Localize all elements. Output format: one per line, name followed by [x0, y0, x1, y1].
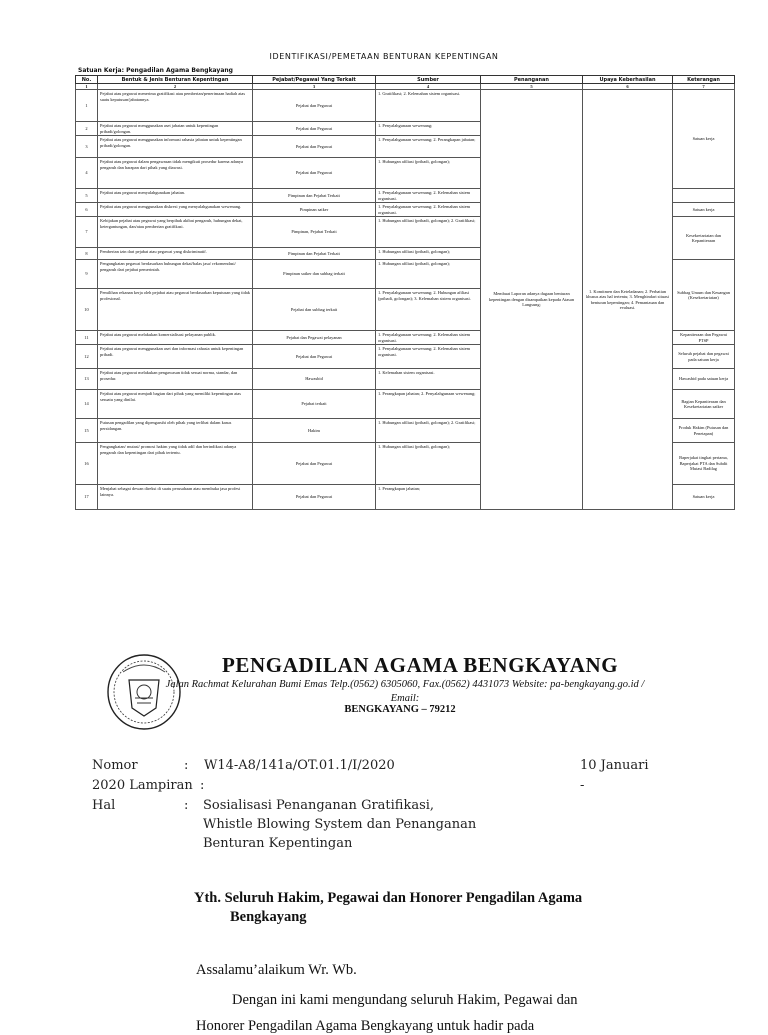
address-text: Jalan Rachmat Kelurahan Bumi Emas Telp.(0562) 6305060, Fax.(0562) 4431073 Website: pa-bengkayang.go.id /: [165, 679, 645, 690]
row-no: 17: [76, 485, 98, 510]
row-no: 7: [76, 217, 98, 248]
row-no: 16: [76, 443, 98, 485]
header-keterangan: Keterangan: [673, 76, 735, 84]
letterhead: [100, 648, 700, 744]
row-no: 9: [76, 260, 98, 289]
row-bentuk: Pengangkatan pegawai berdasarkan hubungan dekat/balas jasa/ rekomendasi/ pengaruh dari pejabat pemerintah.: [98, 260, 253, 289]
row-bentuk: Menjabat sebagai dewan direksi di suatu perusahaan atau membuka jasa profesi lainnya.: [98, 485, 253, 510]
keterangan-cell: Kepaniteraan dan Pegawai PTSP: [673, 331, 735, 345]
row-bentuk: Pejabat atau pegawai melakukan komersialisasi pelayanan publik.: [98, 331, 253, 345]
nomor-colon: :: [184, 758, 189, 773]
hal-colon: :: [184, 798, 189, 813]
row-sumber: 1. Hubungan afiliasi (pribadi, golongan);: [376, 443, 481, 485]
row-pejabat: Pejabat dan Pegawai pelayanan: [253, 331, 376, 345]
row-sumber: 1. Hubungan afiliasi (pribadi, golongan);: [376, 260, 481, 289]
row-no: 11: [76, 331, 98, 345]
row-bentuk: Pejabat atau pegawai melakukan pengawasan tidak sesuai norma, standar, dan prosedur.: [98, 369, 253, 390]
row-bentuk: Pejabat atau pegawai menggunakan aset dan informasi rahasia untuk kepentingan pribadi.: [98, 345, 253, 369]
header-bentuk: Bentuk & Jenis Benturan Kepentingan: [98, 76, 253, 84]
row-no: 5: [76, 189, 98, 203]
keterangan-cell: Satuan kerja: [673, 203, 735, 217]
row-sumber: 1. Penyalahgunaan wewenang;: [376, 122, 481, 136]
row-pejabat: Pejabat dan Pegawai: [253, 136, 376, 158]
body-line-1: Dengan ini kami mengundang seluruh Hakim, Pegawai dan: [232, 992, 578, 1008]
row-bentuk: Pejabat atau pegawai menyalahgunakan jabatan.: [98, 189, 253, 203]
header-sumber: Sumber: [376, 76, 481, 84]
hal-line-3: Benturan Kepentingan: [203, 836, 353, 851]
keterangan-cell: Kesekretariatan dan Kepaniteraan: [673, 217, 735, 260]
row-no: 15: [76, 419, 98, 443]
table-row: [76, 90, 735, 122]
row-pejabat: Pejabat dan subbag terkait: [253, 289, 376, 331]
row-no: 14: [76, 390, 98, 419]
row-sumber: 1. Penyalahgunaan wewenang; 2. Kelemahan sistem organisasi.: [376, 345, 481, 369]
row-bentuk: Pejabat atau pegawai menggunakan aset jabatan untuk kepentingan pribadi/golongan.: [98, 122, 253, 136]
upaya-cell: 1. Komitmen dan Keteladanan; 2. Perhatian khusus atas hal tertentu; 3. Menghindari situasi benturan kepentingan; 4. Pemantauan dan evaluasi.: [583, 90, 673, 510]
keterangan-cell: Bagian Kepaniteraan dan Kesekretariatan satker: [673, 390, 735, 419]
row-pejabat: Pimpinan satker dan subbag terkait: [253, 260, 376, 289]
row-pejabat: Hawasbid: [253, 369, 376, 390]
row-pejabat: Pejabat dan Pegawai: [253, 158, 376, 189]
col-number: 6: [583, 84, 673, 90]
table-header-row: [76, 76, 735, 84]
row-bentuk: Pejabat atau pegawai menjadi bagian dari pihak yang memiliki kepentingan atas sesuatu yang dinilai.: [98, 390, 253, 419]
document-title: IDENTIFIKASI/PEMETAAN BENTURAN KEPENTINGAN: [269, 52, 499, 61]
col-number: 2: [98, 84, 253, 90]
keterangan-cell: Seluruh pejabat dan pegawai pada satuan kerja: [673, 345, 735, 369]
row-pejabat: Pejabat terkait: [253, 390, 376, 419]
satuan-kerja-label: Satuan Kerja: Pengadilan Agama Bengkayang: [78, 67, 233, 74]
email-label: Email:: [390, 693, 420, 704]
row-bentuk: Putusan pengadilan yang dipengaruhi oleh pihak yang terlibat dalam kasus persidangan.: [98, 419, 253, 443]
row-no: 4: [76, 158, 98, 189]
hal-line-2: Whistle Blowing System dan Penanganan: [203, 817, 477, 832]
hal-label: Hal: [92, 798, 116, 813]
row-sumber: 1. Hubungan afiliasi (pribadi, golongan);: [376, 248, 481, 260]
lampiran-value: -: [580, 778, 585, 793]
recipient-line-2: Bengkayang: [230, 909, 307, 925]
row-bentuk: Pejabat atau pegawai menggunakan diskresi yang menyalahgunakan wewenang.: [98, 203, 253, 217]
row-sumber: 1. Penyalahgunaan wewenang; 2. Kelemahan sistem organisasi.: [376, 203, 481, 217]
nomor-value: W14-A8/141a/OT.01.1/I/2020: [204, 758, 395, 773]
row-no: 2: [76, 122, 98, 136]
court-address: [110, 678, 700, 706]
row-pejabat: Pimpinan dan Pejabat Terkait: [253, 189, 376, 203]
row-sumber: 1. Perangkapan jabatan;: [376, 485, 481, 510]
keterangan-cell: Produk Hakim (Putusan dan Penetapan): [673, 419, 735, 443]
row-no: 3: [76, 136, 98, 158]
row-sumber: 1. Hubungan afiliasi (pribadi, golongan); 2. Gratifikasi;: [376, 419, 481, 443]
keterangan-cell: Baperjakat tingkat pertama, Baperjakat PTA dan Subdit Mutasi Badilag: [673, 443, 735, 485]
row-bentuk: Pemberian izin dari pejabat atau pegawai yang diskriminatif.: [98, 248, 253, 260]
row-sumber: 1. Penyalahgunaan wewenang; 2. Kelemahan sistem organisasi.: [376, 331, 481, 345]
court-city: BENGKAYANG – 79212: [344, 704, 456, 715]
row-sumber: 1. Penyalahgunaan wewenang; 2. Hubungan afiliasi (pribadi, golongan); 3. Kelemahan sistem organisasi.: [376, 289, 481, 331]
penanganan-cell: Membuat Laporan adanya dugaan benturan kepentingan dengan disampaikan kepada Atasan Langsung;: [481, 90, 583, 510]
row-bentuk: Pemilihan rekanan kerja oleh pejabat atau pegawai berdasarkan keputusan yang tidak profesional.: [98, 289, 253, 331]
header-upaya: Upaya Keberhasilan: [583, 76, 673, 84]
row-bentuk: Pejabat atau pegawai menggunakan informasi rahasia jabatan untuk kepentingan pribadi/golongan.: [98, 136, 253, 158]
col-number: 1: [76, 84, 98, 90]
row-sumber: 1. Hubungan afiliasi (pribadi, golongan); 2. Gratifikasi;: [376, 217, 481, 248]
letter-date-day: 10 Januari: [580, 758, 649, 773]
court-name: PENGADILAN AGAMA BENGKAYANG: [222, 653, 619, 677]
greeting: Assalamu’alaikum Wr. Wb.: [196, 962, 357, 978]
row-pejabat: Pimpinan dan Pejabat Terkait: [253, 248, 376, 260]
hal-line-1: Sosialisasi Penanganan Gratifikasi,: [203, 798, 435, 813]
lampiran-label: 2020 Lampiran: [92, 778, 193, 793]
row-pejabat: Pejabat dan Pegawai: [253, 90, 376, 122]
col-number: 3: [253, 84, 376, 90]
row-pejabat: Pejabat dan Pegawai: [253, 443, 376, 485]
col-number: 5: [481, 84, 583, 90]
row-no: 12: [76, 345, 98, 369]
lampiran-colon: :: [200, 778, 205, 793]
row-no: 6: [76, 203, 98, 217]
row-sumber: 1. Gratifikasi; 2. Kelemahan sistem organisasi.: [376, 90, 481, 122]
row-bentuk: Pejabat atau pegawai menerima gratifikasi atau pemberian/penerimaan hadiah atas suatu keputusan/jabatannya.: [98, 90, 253, 122]
row-sumber: 1. Hubungan afiliasi (pribadi, golongan);: [376, 158, 481, 189]
row-no: 10: [76, 289, 98, 331]
row-pejabat: Pimpinan satker: [253, 203, 376, 217]
header-pejabat: Pejabat/Pegawai Yang Terkait: [253, 76, 376, 84]
row-sumber: 1. Penyalahgunaan wewenang; 2. Kelemahan sistem organisasi.: [376, 189, 481, 203]
row-pejabat: Hakim: [253, 419, 376, 443]
conflict-of-interest-table: [75, 75, 735, 510]
row-sumber: 1. Penyalahgunaan wewenang; 2. Perangkapan jabatan;: [376, 136, 481, 158]
nomor-label: Nomor: [92, 758, 138, 773]
row-sumber: 1. Perangkapan jabatan; 2. Penyalahgunaan wewenang;: [376, 390, 481, 419]
row-pejabat: Pejabat dan Pegawai: [253, 122, 376, 136]
col-number: 4: [376, 84, 481, 90]
keterangan-cell: Satuan kerja: [673, 485, 735, 510]
row-bentuk: Kebijakan pejabat atau pegawai yang berpihak akibat pengaruh, hubungan dekat, ketergantungan, dan/atau pemberian gratifikasi.: [98, 217, 253, 248]
row-no: 8: [76, 248, 98, 260]
keterangan-cell-empty: [673, 189, 735, 203]
row-bentuk: Pengangkatan/ mutasi/ promosi hakim yang tidak adil dan berindikasi adanya pengaruh dan kepentingan dari pihak tertentu.: [98, 443, 253, 485]
keterangan-cell: Satuan kerja: [673, 90, 735, 189]
row-pejabat: Pejabat dan Pegawai: [253, 345, 376, 369]
header-penanganan: Penanganan: [481, 76, 583, 84]
row-no: 13: [76, 369, 98, 390]
row-bentuk: Pejabat atau pegawai dalam pengawasan tidak mengikuti prosedur karena adanya pengaruh dan harapan dari pihak yang diawasi.: [98, 158, 253, 189]
keterangan-cell: Hawasbid pada satuan kerja: [673, 369, 735, 390]
row-pejabat: Pimpinan, Pejabat Terkait: [253, 217, 376, 248]
row-sumber: 1. Kelemahan sistem organisasi.: [376, 369, 481, 390]
header-no: No.: [76, 76, 98, 84]
row-no: 1: [76, 90, 98, 122]
keterangan-cell: Subbag Umum dan Keuangan (Kesekretariatan): [673, 260, 735, 331]
recipient-line-1: Yth. Seluruh Hakim, Pegawai dan Honorer Pengadilan Agama: [194, 890, 583, 906]
body-line-2: Honorer Pengadilan Agama Bengkayang untuk hadir pada: [196, 1018, 535, 1034]
row-pejabat: Pejabat dan Pegawai: [253, 485, 376, 510]
col-number: 7: [673, 84, 735, 90]
